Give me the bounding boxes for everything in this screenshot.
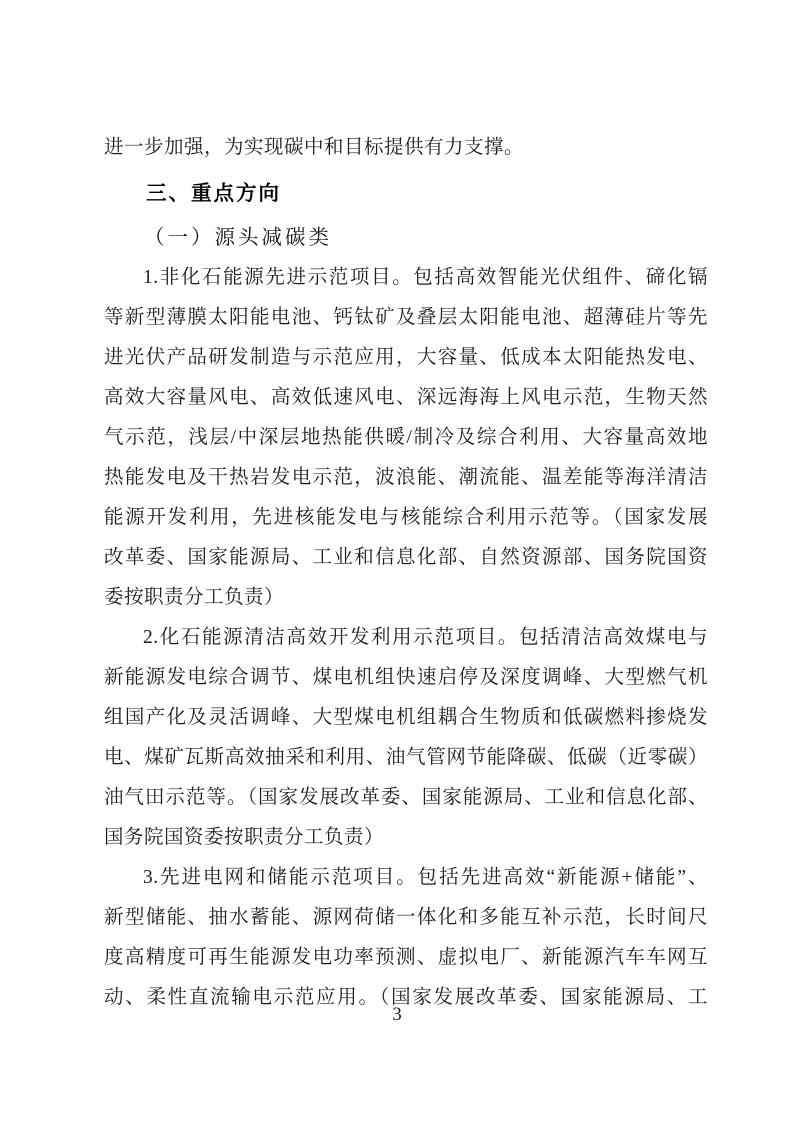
- paragraph-line: 度高精度可再生能源发电功率预测、虚拟电厂、新能源汽车车网互: [104, 947, 708, 968]
- paragraph: [104, 258, 708, 618]
- paragraph-line: 委按职责分工负责）: [104, 587, 285, 608]
- paragraph-line: 3.先进电网和储能示范项目。包括先进高效“新能源+储能”、: [143, 867, 708, 888]
- paragraph-line: 1.非化石能源先进示范项目。包括高效智能光伏组件、碲化镉: [143, 267, 708, 288]
- paragraph-line: 国务院国资委按职责分工负责）: [104, 827, 385, 848]
- paragraph: [104, 858, 708, 1018]
- text-block: [104, 128, 708, 1018]
- paragraph-line: 气示范，浅层/中深层地热能供暖/制冷及综合利用、大容量高效地: [104, 427, 708, 448]
- paragraph-line: 新能源发电综合调节、煤电机组快速启停及深度调峰、大型燃气机: [104, 667, 708, 688]
- paragraph-line: 新型储能、抽水蓄能、源网荷储一体化和多能互补示范，长时间尺: [104, 907, 708, 928]
- paragraph-line: 油气田示范等。（国家发展改革委、国家能源局、工业和信息化部、: [104, 787, 708, 808]
- paragraph-line: 组国产化及灵活调峰、大型煤电机组耦合生物质和低碳燃料掺烧发: [104, 707, 708, 728]
- paragraph-line: 能源开发利用，先进核能发电与核能综合利用示范等。（国家发展: [104, 507, 708, 528]
- paragraph-line: 2.化石能源清洁高效开发利用示范项目。包括清洁高效煤电与: [143, 627, 708, 648]
- paragraph-line: 电、煤矿瓦斯高效抽采和利用、油气管网节能降碳、低碳（近零碳）: [104, 747, 708, 768]
- paragraph-line: 进光伏产品研发制造与示范应用，大容量、低成本太阳能热发电、: [104, 347, 708, 368]
- paragraph-line: 等新型薄膜太阳能电池、钙钛矿及叠层太阳能电池、超薄硅片等先: [104, 307, 708, 328]
- paragraph-line: 动、柔性直流输电示范应用。（国家发展改革委、国家能源局、工: [104, 987, 708, 1008]
- subsection-heading: （一）源头减碳类: [144, 227, 332, 249]
- paragraph-line: 高效大容量风电、高效低速风电、深远海海上风电示范，生物天然: [104, 387, 708, 408]
- paragraph-line: 改革委、国家能源局、工业和信息化部、自然资源部、国务院国资: [104, 547, 708, 568]
- intro-line: 进一步加强，为实现碳中和目标提供有力支撑。: [104, 137, 525, 158]
- paragraph-line: 热能发电及干热岩发电示范，波浪能、潮流能、温差能等海洋清洁: [104, 467, 708, 488]
- page-number: 3: [392, 1004, 402, 1025]
- paragraph: [104, 618, 708, 858]
- section-heading: 三、重点方向: [146, 182, 281, 205]
